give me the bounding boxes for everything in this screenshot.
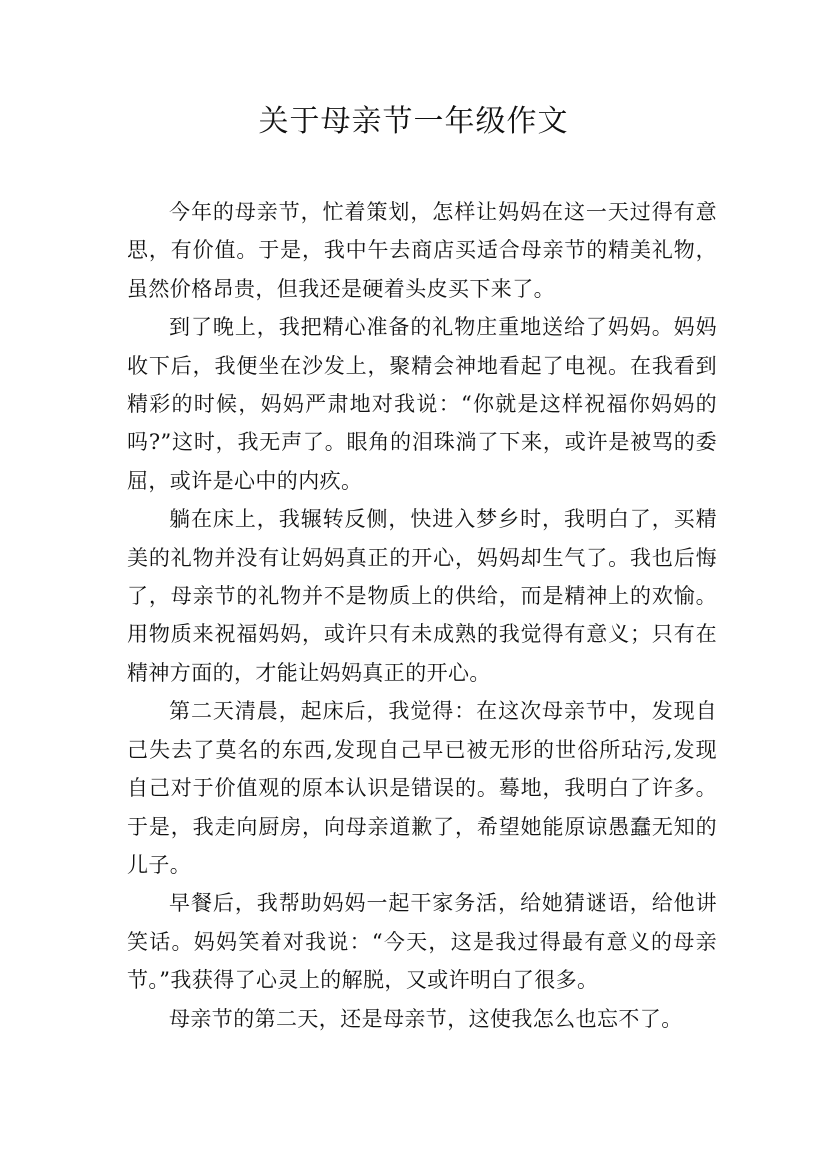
document-body bbox=[127, 193, 717, 1038]
paragraph: 母亲节的第二天，还是母亲节，这使我怎么也忘不了。 bbox=[169, 1006, 683, 1031]
paragraph: 早餐后，我帮助妈妈一起干家务活，给她猜谜语，给他讲笑话。妈妈笑着对我说：“今天，这是我过得最有意义的母亲节。”我获得了心灵上的解脱，又或许明白了很多。 bbox=[127, 891, 717, 993]
document-title: 关于母亲节一年级作文 bbox=[258, 104, 569, 139]
paragraph: 今年的母亲节，忙着策划，怎样让妈妈在这一天过得有意思，有价值。于是，我中午去商店买适合母亲节的精美礼物，虽然价格昂贵，但我还是硬着头皮买下来了。 bbox=[127, 200, 717, 301]
paragraph: 躺在床上，我辗转反侧，快进入梦乡时，我明白了，买精美的礼物并没有让妈妈真正的开心，妈妈却生气了。我也后悔了，母亲节的礼物并不是物质上的供给，而是精神上的欢愉。用物质来祝福妈妈，或许只有未成熟的我觉得有意义；只有在精神方面的，才能让妈妈真正的开心。 bbox=[127, 507, 717, 685]
paragraph: 第二天清晨，起床后，我觉得：在这次母亲节中，发现自己失去了莫名的东西,发现自己早已被无形的世俗所玷污,发现自己对于价值观的原本认识是错误的。蓦地，我明白了许多。于是，我走向厨房，向母亲道歉了，希望她能原谅愚蠢无知的儿子。 bbox=[127, 699, 717, 877]
paragraph: 到了晚上，我把精心准备的礼物庄重地送给了妈妈。妈妈收下后，我便坐在沙发上，聚精会神地看起了电视。在我看到精彩的时候，妈妈严肃地对我说：“你就是这样祝福你妈妈的吗?”这时，我无声了。眼角的泪珠淌了下来，或许是被骂的委屈，或许是心中的内疚。 bbox=[127, 315, 717, 493]
